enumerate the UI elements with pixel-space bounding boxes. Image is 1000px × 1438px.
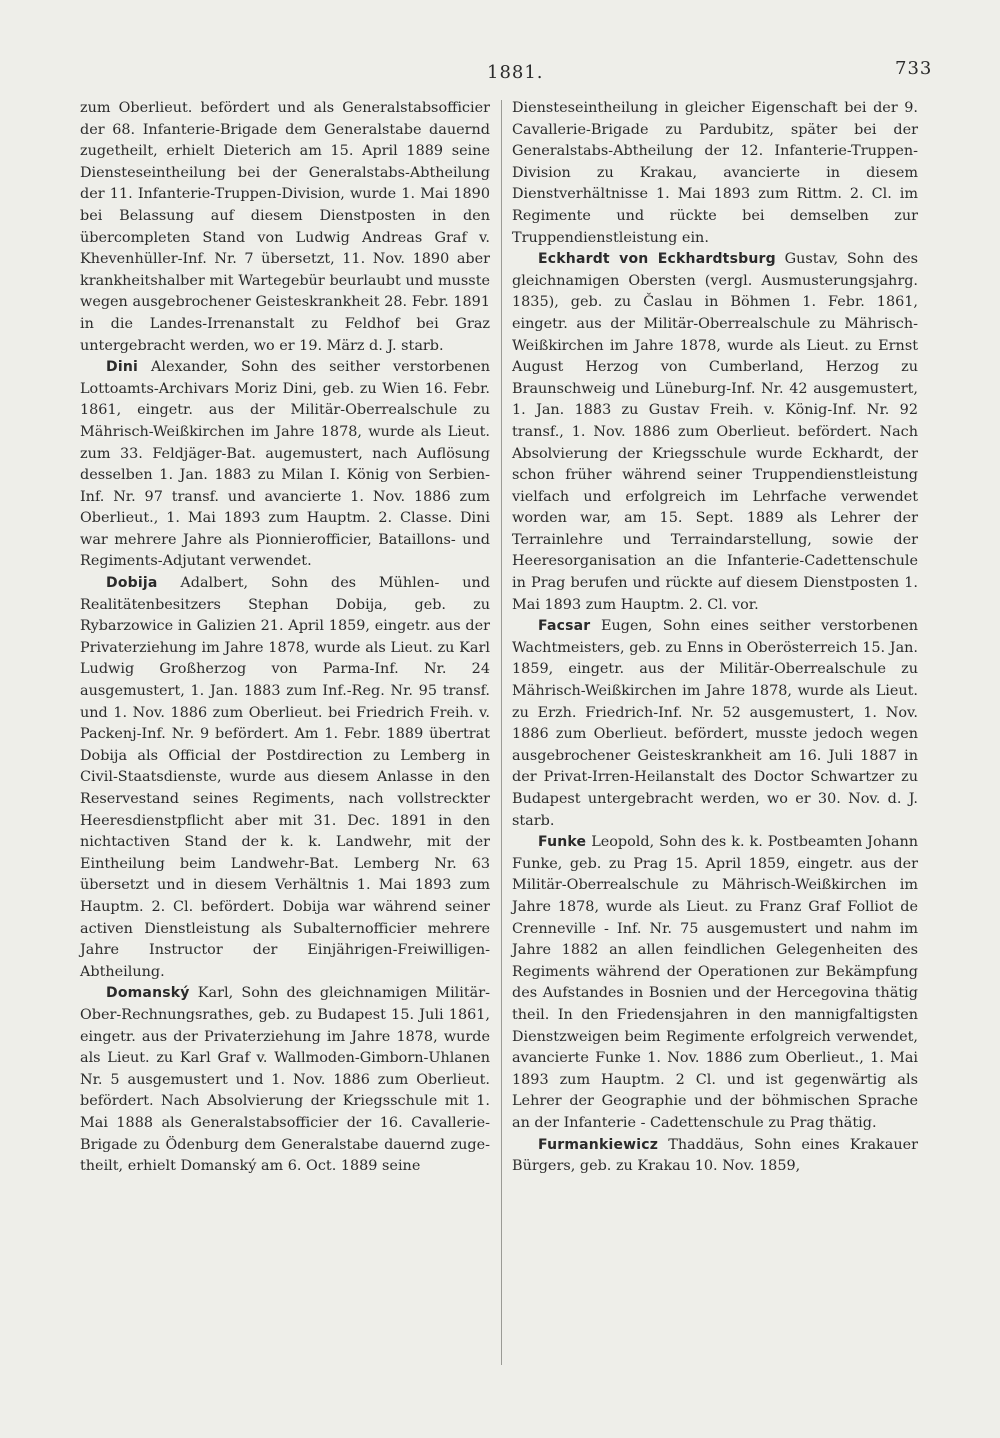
entry-name: Dini (106, 359, 138, 376)
entry-eckhardt (512, 249, 918, 616)
left-column (80, 98, 490, 1178)
entry-name: Eckhardt von Eckhardtsburg (538, 251, 776, 268)
entry-text: Gustav, Sohn des gleichnamigen Obersten (vergl. Ausmusterungsjahrg. 1835), geb. zu Časlau in Böhmen 1. Febr. 1861, eingetr. aus der Militär-Oberrealschule zu Mährisch-Weißkirchen im Jahre 1878, wurde als Lieut. zu Ernst August Herzog von Cumberland, Herzog zu Braunschweig und Lüneburg-Inf. Nr. 42 ausgemustert, 1. Jan. 1883 zu Gustav Freih. v. König-Inf. Nr. 92 transf., 1. Nov. 1886 zum Oberlieut. befördert. Nach Absolvierung der Kriegsschule wurde Eckhardt, der schon früher während seiner Truppendienstleistung vielfach und erfolgreich im Lehrfache verwendet worden war, am 15. Sept. 1889 als Lehrer der Terrainlehre und Terraindarstellung, sowie der Heeresorganisation an die Infanterie-Cadettenschule in Prag berufen und rückte auf diesem Dienstposten 1. Mai 1893 zum Hauptm. 2. Cl. vor. (512, 251, 918, 613)
entry-dobija (80, 573, 490, 983)
entry-name: Funke (538, 834, 587, 851)
entry-text: Karl, Sohn des gleichnamigen Militär-Ober-Rechnungsrathes, geb. zu Budapest 15. Juli 1861, eingetr. aus der Privaterziehung im Jahre 1878, wurde als Lieut. zu Karl Graf v. Wallmoden-Gimborn-Uhlanen Nr. 5 ausgemustert und 1. Nov. 1886 zum Oberlieut. befördert. Nach Absolvierung der Kriegsschule mit 1. Mai 1888 als Generalstabsofficier der 16. Cavallerie-Brigade zu Ödenburg dem Generalstabe dauernd zugetheilt, erhielt Domanský am 6. Oct. 1889 seine (80, 985, 490, 1175)
entry-domansky (80, 983, 490, 1177)
page-number: 733 (895, 58, 933, 79)
entry-funke (512, 832, 918, 1134)
entry-name: Facsar (538, 618, 591, 635)
entry-facsar (512, 616, 918, 832)
continued-paragraph: zum Oberlieut. befördert und als Generalstabsofficier der 68. Infanterie-Brigade dem Generalstabe dauernd zugetheilt, erhielt Dieterich am 15. April 1889 seine Diensteseintheilung bei der Generalstabs-Abtheilung der 11. Infanterie-Truppen-Division, wurde 1. Mai 1890 bei Belassung auf diesem Dienstposten in den übercompleten Stand von Ludwig Andreas Graf v. Khevenhüller-Inf. Nr. 7 übersetzt, 11. Nov. 1890 aber krankheitshalber mit Wartegebür beurlaubt und musste wegen ausgebrochener Geisteskrankheit 28. Febr. 1891 in die Landes-Irrenanstalt zu Feldhof bei Graz untergebracht werden, wo er 19. März d. J. starb. (80, 100, 490, 354)
entry-text: Leopold, Sohn des k. k. Postbeamten Johann Funke, geb. zu Prag 15. April 1859, eingetr. aus der Militär-Oberrealschule zu Mährisch-Weißkirchen im Jahre 1878, wurde als Lieut. zu Franz Graf Folliot de Crenneville - Inf. Nr. 75 ausgemustert und nahm im Jahre 1882 an allen feindlichen Gelegenheiten des Regiments während der Operationen zur Bekämpfung des Aufstandes in Bosnien und der Hercegovina thätig theil. In den Friedensjahren in den mannigfaltigsten Dienstzweigen beim Regimente erfolgreich verwendet, avancierte Funke 1. Nov. 1886 zum Oberlieut., 1. Mai 1893 zum Hauptm. 2 Cl. und ist gegenwärtig als Lehrer der Geographie und der böhmischen Sprache an der Infanterie - Cadettenschule zu Prag thätig. (512, 834, 918, 1131)
continued-paragraph: Diensteseintheilung in gleicher Eigenschaft bei der 9. Cavallerie-Brigade zu Pardubitz, später bei der Generalstabs-Abtheilung der 12. Infanterie-Truppen-Division zu Krakau, avancierte in diesem Dienstverhältnisse 1. Mai 1893 zum Rittm. 2. Cl. im Regimente und rückte bei demselben zur Truppendienstleistung ein. (512, 100, 918, 246)
entry-name: Dobija (106, 575, 158, 592)
entry-text: Eugen, Sohn eines seither verstorbenen Wachtmeisters, geb. zu Enns in Oberösterreich 15. Jan. 1859, eingetr. aus der Militär-Oberrealschule zu Mährisch-Weißkirchen im Jahre 1878, wurde als Lieut. zu Erzh. Friedrich-Inf. Nr. 52 ausgemustert, 1. Nov. 1886 zum Oberlieut. befördert, musste jedoch wegen ausgebrochener Geisteskrankheit am 16. Juli 1887 in der Privat-Irren-Heilanstalt des Doctor Schwartzer zu Budapest untergebracht werden, wo er 30. Nov. d. J. starb. (512, 618, 918, 829)
entry-text: Adalbert, Sohn des Mühlen- und Realitätenbesitzers Stephan Dobija, geb. zu Rybarzowice in Galizien 21. April 1859, eingetr. aus der Privaterziehung im Jahre 1878, wurde als Lieut. zu Karl Ludwig Großherzog von Parma-Inf. Nr. 24 ausgemustert, 1. Jan. 1883 zum Inf.-Reg. Nr. 95 transf. und 1. Nov. 1886 zum Oberlieut. bei Friedrich Freih. v. Packenj-Inf. Nr. 9 befördert. Am 1. Febr. 1889 übertrat Dobija als Official der Postdirection zu Lemberg in Civil-Staatsdienste, wurde aus diesem Anlasse in den Reservestand seines Regiments, nach vollstreckter Heeresdienstpflicht aber mit 31. Dec. 1891 in den nichtactiven Stand der k. k. Landwehr, mit der Eintheilung beim Landwehr-Bat. Lemberg Nr. 63 übersetzt und in diesem Verhältnis 1. Mai 1893 zum Hauptm. 2. Cl. befördert. Dobija war während seiner activen Dienstleistung als Subalternofficier mehrere Jahre Instructor der Einjährigen-Freiwilligen-Abtheilung. (80, 575, 490, 980)
right-column (512, 98, 918, 1178)
entry-dini (80, 357, 490, 573)
entry-text: Thaddäus, Sohn eines Krakauer Bürgers, geb. zu Krakau 10. Nov. 1859, (512, 1136, 918, 1175)
entry-furmankiewicz (512, 1135, 918, 1178)
column-divider (501, 100, 502, 1365)
entry-name: Furmankiewicz (538, 1136, 659, 1153)
entry-text: Alexander, Sohn des seither verstorbenen Lottoamts-Archivars Moriz Dini, geb. zu Wien 16. Febr. 1861, eingetr. aus der Militär-Oberrealschule zu Mährisch-Weißkirchen im Jahre 1878, wurde als Lieut. zum 33. Feldjäger-Bat. augemustert, nach Auflösung desselben 1. Jan. 1883 zu Milan I. König von Serbien-Inf. Nr. 97 transf. und avancierte 1. Nov. 1886 zum Oberlieut., 1. Mai 1893 zum Hauptm. 2. Classe. Dini war mehrere Jahre als Pionnierofficier, Bataillons- und Regiments-Adjutant verwendet. (80, 359, 490, 570)
page-header (0, 58, 1000, 88)
entry-name: Domanský (106, 985, 190, 1002)
header-year: 1881. (487, 62, 544, 83)
